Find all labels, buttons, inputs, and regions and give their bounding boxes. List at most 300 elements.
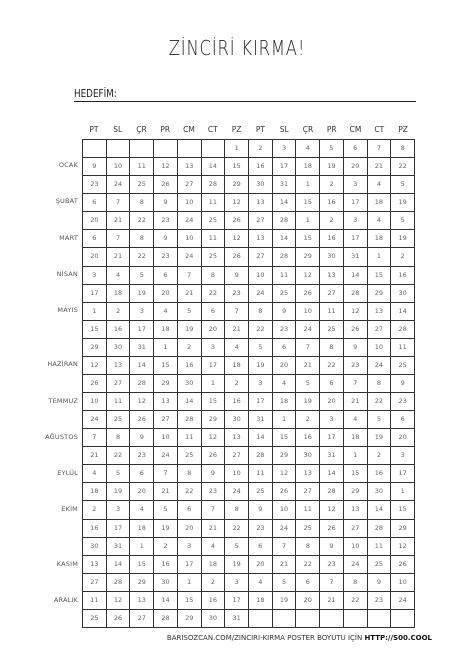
day-cell[interactable]: 7 xyxy=(202,501,226,519)
day-cell[interactable]: 17 xyxy=(344,230,368,248)
day-cell[interactable]: 24 xyxy=(344,556,368,574)
day-cell[interactable]: 2 xyxy=(391,248,415,266)
day-cell[interactable]: 1 xyxy=(368,248,392,266)
day-cell[interactable]: 7 xyxy=(107,194,131,212)
day-cell[interactable]: 28 xyxy=(391,321,415,339)
day-cell[interactable] xyxy=(249,610,273,628)
day-cell[interactable]: 9 xyxy=(225,267,249,285)
day-cell[interactable]: 18 xyxy=(273,393,297,411)
day-cell[interactable]: 4 xyxy=(107,267,131,285)
day-cell[interactable]: 30 xyxy=(225,411,249,429)
day-cell[interactable]: 30 xyxy=(368,483,392,501)
day-cell[interactable] xyxy=(107,140,131,158)
day-cell[interactable]: 12 xyxy=(130,393,154,411)
day-cell[interactable]: 18 xyxy=(130,520,154,538)
day-cell[interactable]: 23 xyxy=(154,248,178,266)
day-cell[interactable]: 13 xyxy=(130,592,154,610)
day-cell[interactable]: 1 xyxy=(391,483,415,501)
day-cell[interactable]: 20 xyxy=(154,285,178,303)
day-cell[interactable]: 6 xyxy=(249,538,273,556)
day-cell[interactable]: 26 xyxy=(273,483,297,501)
day-cell[interactable]: 20 xyxy=(296,592,320,610)
day-cell[interactable]: 29 xyxy=(225,176,249,194)
day-cell[interactable]: 27 xyxy=(225,447,249,465)
day-cell[interactable]: 15 xyxy=(368,267,392,285)
day-cell[interactable]: 9 xyxy=(130,429,154,447)
day-cell[interactable]: 1 xyxy=(273,411,297,429)
day-cell[interactable]: 21 xyxy=(296,357,320,375)
day-cell[interactable]: 6 xyxy=(320,375,344,393)
day-cell[interactable]: 22 xyxy=(225,520,249,538)
day-cell[interactable]: 28 xyxy=(130,375,154,393)
day-cell[interactable]: 9 xyxy=(368,574,392,592)
day-cell[interactable]: 29 xyxy=(344,483,368,501)
day-cell[interactable] xyxy=(83,140,107,158)
day-cell[interactable]: 1 xyxy=(178,574,202,592)
day-cell[interactable]: 19 xyxy=(249,357,273,375)
day-cell[interactable]: 19 xyxy=(154,520,178,538)
day-cell[interactable]: 26 xyxy=(225,248,249,266)
day-cell[interactable]: 17 xyxy=(320,429,344,447)
day-cell[interactable]: 14 xyxy=(154,592,178,610)
day-cell[interactable]: 1 xyxy=(130,538,154,556)
day-cell[interactable]: 1 xyxy=(83,303,107,321)
day-cell[interactable]: 20 xyxy=(249,556,273,574)
day-cell[interactable]: 8 xyxy=(320,339,344,357)
day-cell[interactable]: 20 xyxy=(83,248,107,266)
day-cell[interactable]: 3 xyxy=(273,140,297,158)
day-cell[interactable]: 25 xyxy=(368,556,392,574)
day-cell[interactable]: 24 xyxy=(107,176,131,194)
day-cell[interactable]: 11 xyxy=(249,465,273,483)
day-cell[interactable]: 23 xyxy=(391,393,415,411)
day-cell[interactable] xyxy=(344,610,368,628)
day-cell[interactable]: 2 xyxy=(368,447,392,465)
day-cell[interactable]: 1 xyxy=(296,212,320,230)
day-cell[interactable]: 10 xyxy=(368,339,392,357)
day-cell[interactable]: 27 xyxy=(130,610,154,628)
day-cell[interactable]: 16 xyxy=(107,321,131,339)
day-cell[interactable]: 18 xyxy=(225,357,249,375)
day-cell[interactable]: 8 xyxy=(391,140,415,158)
day-cell[interactable]: 27 xyxy=(249,212,273,230)
day-cell[interactable]: 20 xyxy=(130,483,154,501)
day-cell[interactable]: 31 xyxy=(107,538,131,556)
day-cell[interactable]: 3 xyxy=(83,267,107,285)
day-cell[interactable]: 22 xyxy=(202,285,226,303)
day-cell[interactable]: 26 xyxy=(344,321,368,339)
day-cell[interactable]: 5 xyxy=(368,411,392,429)
day-cell[interactable]: 8 xyxy=(107,429,131,447)
day-cell[interactable]: 26 xyxy=(202,447,226,465)
day-cell[interactable]: 17 xyxy=(178,556,202,574)
day-cell[interactable]: 26 xyxy=(296,285,320,303)
day-cell[interactable]: 25 xyxy=(202,212,226,230)
day-cell[interactable]: 18 xyxy=(107,285,131,303)
day-cell[interactable]: 30 xyxy=(249,176,273,194)
day-cell[interactable]: 14 xyxy=(273,194,297,212)
day-cell[interactable]: 6 xyxy=(83,194,107,212)
day-cell[interactable]: 16 xyxy=(83,520,107,538)
day-cell[interactable]: 16 xyxy=(391,267,415,285)
day-cell[interactable]: 26 xyxy=(107,610,131,628)
day-cell[interactable]: 12 xyxy=(344,303,368,321)
day-cell[interactable]: 30 xyxy=(391,285,415,303)
day-cell[interactable]: 8 xyxy=(130,194,154,212)
day-cell[interactable]: 21 xyxy=(344,393,368,411)
day-cell[interactable]: 27 xyxy=(83,574,107,592)
day-cell[interactable]: 27 xyxy=(296,483,320,501)
day-cell[interactable] xyxy=(296,610,320,628)
day-cell[interactable]: 19 xyxy=(225,556,249,574)
day-cell[interactable]: 17 xyxy=(273,158,297,176)
day-cell[interactable]: 28 xyxy=(249,447,273,465)
day-cell[interactable]: 30 xyxy=(154,574,178,592)
day-cell[interactable]: 29 xyxy=(391,520,415,538)
day-cell[interactable] xyxy=(154,140,178,158)
day-cell[interactable]: 4 xyxy=(249,574,273,592)
day-cell[interactable]: 11 xyxy=(130,158,154,176)
day-cell[interactable]: 18 xyxy=(368,230,392,248)
day-cell[interactable]: 30 xyxy=(178,375,202,393)
day-cell[interactable]: 21 xyxy=(273,556,297,574)
day-cell[interactable]: 6 xyxy=(130,465,154,483)
day-cell[interactable]: 4 xyxy=(225,339,249,357)
day-cell[interactable]: 11 xyxy=(178,429,202,447)
day-cell[interactable]: 10 xyxy=(344,538,368,556)
day-cell[interactable]: 6 xyxy=(391,411,415,429)
day-cell[interactable]: 3 xyxy=(178,538,202,556)
day-cell[interactable]: 12 xyxy=(391,538,415,556)
day-cell[interactable]: 21 xyxy=(154,483,178,501)
day-cell[interactable]: 29 xyxy=(202,411,226,429)
day-cell[interactable]: 10 xyxy=(154,429,178,447)
day-cell[interactable]: 19 xyxy=(178,321,202,339)
day-cell[interactable]: 14 xyxy=(273,230,297,248)
day-cell[interactable]: 22 xyxy=(391,158,415,176)
day-cell[interactable]: 9 xyxy=(83,158,107,176)
day-cell[interactable]: 12 xyxy=(154,158,178,176)
day-cell[interactable]: 21 xyxy=(202,520,226,538)
day-cell[interactable]: 13 xyxy=(296,465,320,483)
day-cell[interactable]: 19 xyxy=(391,230,415,248)
day-cell[interactable]: 19 xyxy=(296,393,320,411)
day-cell[interactable]: 19 xyxy=(130,285,154,303)
day-cell[interactable]: 28 xyxy=(154,610,178,628)
day-cell[interactable]: 12 xyxy=(107,592,131,610)
day-cell[interactable]: 15 xyxy=(391,501,415,519)
day-cell[interactable]: 2 xyxy=(107,303,131,321)
day-cell[interactable]: 22 xyxy=(249,321,273,339)
day-cell[interactable]: 14 xyxy=(249,429,273,447)
day-cell[interactable]: 25 xyxy=(202,248,226,266)
day-cell[interactable]: 29 xyxy=(368,285,392,303)
day-cell[interactable]: 11 xyxy=(273,267,297,285)
day-cell[interactable]: 2 xyxy=(225,375,249,393)
day-cell[interactable]: 27 xyxy=(249,248,273,266)
day-cell[interactable]: 16 xyxy=(320,194,344,212)
day-cell[interactable]: 1 xyxy=(202,375,226,393)
day-cell[interactable]: 13 xyxy=(154,393,178,411)
day-cell[interactable]: 25 xyxy=(249,483,273,501)
day-cell[interactable]: 18 xyxy=(368,194,392,212)
day-cell[interactable]: 3 xyxy=(320,411,344,429)
day-cell[interactable]: 10 xyxy=(249,267,273,285)
day-cell[interactable]: 14 xyxy=(178,393,202,411)
day-cell[interactable]: 15 xyxy=(225,158,249,176)
day-cell[interactable]: 6 xyxy=(296,574,320,592)
day-cell[interactable]: 7 xyxy=(225,303,249,321)
day-cell[interactable]: 18 xyxy=(344,429,368,447)
day-cell[interactable]: 4 xyxy=(202,538,226,556)
day-cell[interactable]: 8 xyxy=(368,375,392,393)
day-cell[interactable]: 17 xyxy=(83,285,107,303)
day-cell[interactable]: 31 xyxy=(130,339,154,357)
day-cell[interactable]: 28 xyxy=(178,411,202,429)
day-cell[interactable]: 29 xyxy=(178,610,202,628)
day-cell[interactable]: 2 xyxy=(83,501,107,519)
day-cell[interactable]: 13 xyxy=(178,158,202,176)
day-cell[interactable]: 21 xyxy=(178,285,202,303)
day-cell[interactable]: 18 xyxy=(249,592,273,610)
day-cell[interactable]: 30 xyxy=(296,447,320,465)
day-cell[interactable]: 11 xyxy=(83,592,107,610)
day-cell[interactable]: 15 xyxy=(273,429,297,447)
day-cell[interactable]: 29 xyxy=(296,248,320,266)
day-cell[interactable]: 12 xyxy=(83,357,107,375)
day-cell[interactable]: 13 xyxy=(107,357,131,375)
day-cell[interactable]: 20 xyxy=(83,212,107,230)
day-cell[interactable]: 26 xyxy=(130,411,154,429)
day-cell[interactable]: 10 xyxy=(225,465,249,483)
day-cell[interactable]: 11 xyxy=(320,303,344,321)
day-cell[interactable]: 4 xyxy=(368,176,392,194)
day-cell[interactable]: 5 xyxy=(391,176,415,194)
day-cell[interactable]: 27 xyxy=(178,176,202,194)
day-cell[interactable]: 5 xyxy=(320,140,344,158)
day-cell[interactable]: 19 xyxy=(368,429,392,447)
day-cell[interactable]: 9 xyxy=(344,339,368,357)
day-cell[interactable]: 16 xyxy=(368,465,392,483)
day-cell[interactable]: 24 xyxy=(273,520,297,538)
day-cell[interactable] xyxy=(320,610,344,628)
day-cell[interactable]: 18 xyxy=(154,321,178,339)
day-cell[interactable]: 22 xyxy=(344,592,368,610)
day-cell[interactable]: 29 xyxy=(154,375,178,393)
day-cell[interactable]: 24 xyxy=(391,592,415,610)
day-cell[interactable]: 11 xyxy=(391,339,415,357)
day-cell[interactable]: 20 xyxy=(391,429,415,447)
day-cell[interactable]: 14 xyxy=(344,267,368,285)
day-cell[interactable]: 7 xyxy=(368,140,392,158)
day-cell[interactable]: 16 xyxy=(249,158,273,176)
day-cell[interactable]: 23 xyxy=(83,176,107,194)
day-cell[interactable]: 26 xyxy=(83,375,107,393)
day-cell[interactable]: 22 xyxy=(178,483,202,501)
day-cell[interactable]: 8 xyxy=(202,267,226,285)
day-cell[interactable]: 2 xyxy=(154,538,178,556)
day-cell[interactable]: 25 xyxy=(178,447,202,465)
day-cell[interactable]: 23 xyxy=(344,357,368,375)
day-cell[interactable] xyxy=(178,140,202,158)
day-cell[interactable]: 25 xyxy=(296,520,320,538)
day-cell[interactable]: 13 xyxy=(249,230,273,248)
day-cell[interactable]: 21 xyxy=(107,248,131,266)
day-cell[interactable]: 23 xyxy=(202,483,226,501)
day-cell[interactable]: 12 xyxy=(296,267,320,285)
day-cell[interactable]: 7 xyxy=(273,538,297,556)
day-cell[interactable]: 20 xyxy=(273,357,297,375)
day-cell[interactable]: 2 xyxy=(178,339,202,357)
day-cell[interactable]: 22 xyxy=(368,393,392,411)
day-cell[interactable] xyxy=(391,610,415,628)
day-cell[interactable]: 20 xyxy=(320,393,344,411)
day-cell[interactable]: 21 xyxy=(320,592,344,610)
day-cell[interactable]: 20 xyxy=(202,321,226,339)
day-cell[interactable]: 15 xyxy=(296,194,320,212)
day-cell[interactable]: 10 xyxy=(178,194,202,212)
day-cell[interactable]: 9 xyxy=(320,538,344,556)
day-cell[interactable]: 30 xyxy=(202,610,226,628)
day-cell[interactable]: 17 xyxy=(249,393,273,411)
day-cell[interactable]: 5 xyxy=(154,501,178,519)
day-cell[interactable]: 10 xyxy=(273,501,297,519)
day-cell[interactable]: 24 xyxy=(178,248,202,266)
day-cell[interactable]: 22 xyxy=(296,556,320,574)
day-cell[interactable]: 23 xyxy=(368,592,392,610)
day-cell[interactable]: 22 xyxy=(130,248,154,266)
day-cell[interactable]: 4 xyxy=(344,411,368,429)
day-cell[interactable]: 7 xyxy=(344,375,368,393)
day-cell[interactable]: 17 xyxy=(225,592,249,610)
day-cell[interactable]: 7 xyxy=(83,429,107,447)
day-cell[interactable]: 13 xyxy=(249,194,273,212)
day-cell[interactable]: 8 xyxy=(344,574,368,592)
day-cell[interactable]: 24 xyxy=(296,321,320,339)
day-cell[interactable]: 21 xyxy=(83,447,107,465)
day-cell[interactable]: 6 xyxy=(83,230,107,248)
day-cell[interactable]: 10 xyxy=(83,393,107,411)
day-cell[interactable]: 11 xyxy=(107,393,131,411)
day-cell[interactable]: 10 xyxy=(178,230,202,248)
day-cell[interactable]: 25 xyxy=(130,176,154,194)
day-cell[interactable]: 15 xyxy=(202,393,226,411)
day-cell[interactable]: 14 xyxy=(320,465,344,483)
day-cell[interactable]: 28 xyxy=(320,483,344,501)
day-cell[interactable]: 29 xyxy=(273,447,297,465)
day-cell[interactable]: 22 xyxy=(320,357,344,375)
day-cell[interactable]: 1 xyxy=(154,339,178,357)
day-cell[interactable]: 9 xyxy=(273,303,297,321)
day-cell[interactable]: 13 xyxy=(344,501,368,519)
day-cell[interactable]: 13 xyxy=(83,556,107,574)
day-cell[interactable]: 6 xyxy=(202,303,226,321)
day-cell[interactable]: 9 xyxy=(391,375,415,393)
day-cell[interactable]: 23 xyxy=(249,520,273,538)
day-cell[interactable]: 7 xyxy=(178,267,202,285)
day-cell[interactable]: 3 xyxy=(225,574,249,592)
day-cell[interactable]: 15 xyxy=(296,230,320,248)
day-cell[interactable]: 18 xyxy=(296,158,320,176)
day-cell[interactable]: 22 xyxy=(107,447,131,465)
day-cell[interactable]: 10 xyxy=(391,574,415,592)
day-cell[interactable]: 15 xyxy=(130,556,154,574)
day-cell[interactable]: 23 xyxy=(130,447,154,465)
day-cell[interactable]: 8 xyxy=(178,465,202,483)
day-cell[interactable]: 13 xyxy=(320,267,344,285)
day-cell[interactable]: 21 xyxy=(368,158,392,176)
day-cell[interactable]: 7 xyxy=(107,230,131,248)
day-cell[interactable]: 24 xyxy=(178,212,202,230)
day-cell[interactable]: 28 xyxy=(107,574,131,592)
day-cell[interactable]: 20 xyxy=(178,520,202,538)
day-cell[interactable] xyxy=(273,610,297,628)
day-cell[interactable]: 28 xyxy=(368,520,392,538)
day-cell[interactable]: 3 xyxy=(391,447,415,465)
day-cell[interactable]: 27 xyxy=(368,321,392,339)
day-cell[interactable]: 13 xyxy=(368,303,392,321)
day-cell[interactable]: 22 xyxy=(130,212,154,230)
day-cell[interactable]: 18 xyxy=(202,556,226,574)
day-cell[interactable]: 25 xyxy=(320,321,344,339)
day-cell[interactable]: 27 xyxy=(320,285,344,303)
day-cell[interactable]: 2 xyxy=(320,212,344,230)
day-cell[interactable]: 15 xyxy=(83,321,107,339)
day-cell[interactable]: 30 xyxy=(320,248,344,266)
day-cell[interactable]: 25 xyxy=(107,411,131,429)
day-cell[interactable]: 23 xyxy=(154,212,178,230)
day-cell[interactable]: 2 xyxy=(320,176,344,194)
day-cell[interactable]: 26 xyxy=(225,212,249,230)
day-cell[interactable]: 13 xyxy=(225,429,249,447)
day-cell[interactable]: 27 xyxy=(107,375,131,393)
day-cell[interactable]: 12 xyxy=(225,230,249,248)
day-cell[interactable]: 17 xyxy=(391,465,415,483)
day-cell[interactable]: 4 xyxy=(154,303,178,321)
day-cell[interactable]: 16 xyxy=(154,556,178,574)
day-cell[interactable]: 24 xyxy=(83,411,107,429)
day-cell[interactable] xyxy=(368,610,392,628)
day-cell[interactable]: 4 xyxy=(130,501,154,519)
day-cell[interactable]: 31 xyxy=(249,411,273,429)
day-cell[interactable]: 3 xyxy=(344,176,368,194)
day-cell[interactable]: 10 xyxy=(107,158,131,176)
day-cell[interactable]: 3 xyxy=(249,375,273,393)
day-cell[interactable]: 17 xyxy=(130,321,154,339)
day-cell[interactable]: 4 xyxy=(368,212,392,230)
day-cell[interactable]: 11 xyxy=(368,538,392,556)
day-cell[interactable]: 14 xyxy=(202,158,226,176)
day-cell[interactable]: 16 xyxy=(178,357,202,375)
day-cell[interactable]: 12 xyxy=(273,465,297,483)
day-cell[interactable]: 31 xyxy=(273,176,297,194)
day-cell[interactable]: 30 xyxy=(107,339,131,357)
day-cell[interactable]: 5 xyxy=(296,375,320,393)
day-cell[interactable]: 14 xyxy=(107,556,131,574)
day-cell[interactable]: 12 xyxy=(320,501,344,519)
day-cell[interactable]: 27 xyxy=(344,520,368,538)
day-cell[interactable]: 25 xyxy=(391,357,415,375)
day-cell[interactable]: 3 xyxy=(344,212,368,230)
day-cell[interactable]: 16 xyxy=(296,429,320,447)
day-cell[interactable]: 27 xyxy=(154,411,178,429)
day-cell[interactable]: 2 xyxy=(296,411,320,429)
day-cell[interactable]: 19 xyxy=(391,194,415,212)
day-cell[interactable]: 3 xyxy=(107,501,131,519)
day-cell[interactable]: 29 xyxy=(83,339,107,357)
day-cell[interactable] xyxy=(130,140,154,158)
day-cell[interactable]: 23 xyxy=(273,321,297,339)
